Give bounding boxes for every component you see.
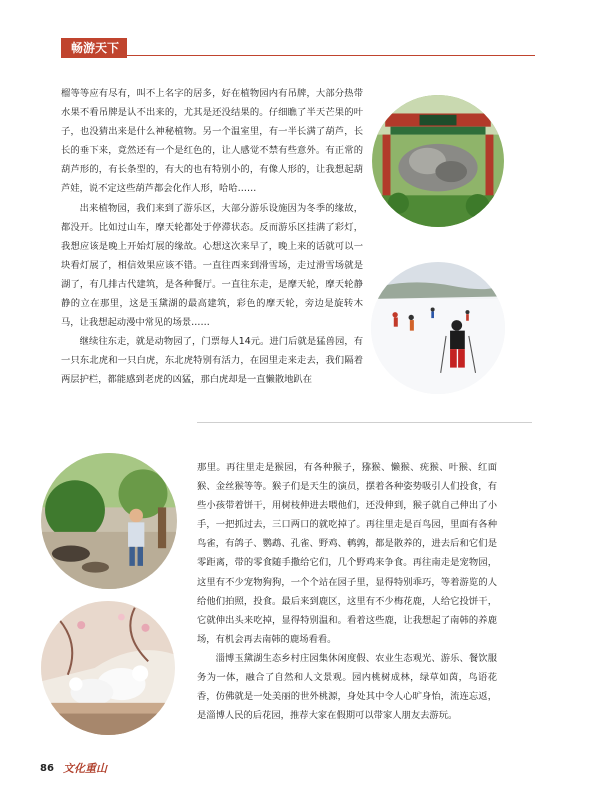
header-rule — [61, 55, 535, 56]
magazine-brand: 文化重山 — [63, 762, 107, 775]
paragraph: 榴等等应有尽有，叫不上名字的居多，好在植物园内有吊牌，大部分热带水果不看吊牌是认不出来的，尤其是还没结果的。仔细瞧了半天芒果的叶子，也没猜出来是什么神秘植物。另一个温室里，有一半长满了葫芦，长长的垂下来，竟然还有一个是红色的，让人感觉不禁有些意外。有正常的葫芦形的，有长条型的，有大的也有特别小的，有像人形的，让我想起葫芦娃，说不定这些葫芦都会化作人形，哈哈…… — [61, 88, 363, 195]
section-divider — [197, 422, 532, 423]
pavilion-rock-photo — [372, 95, 504, 227]
paragraph: 那里。再往里走是猴园，有各种猴子，猕猴、懒猴、疣猴、叶猴、红面猴、金丝猴等等。猴子们是天生的演员，摆着各种姿势吸引人们投食，有些小孩带着饼干，用树枝伸进去喂他们，还没伸到，猴子就自己伸出了小手，一把抓过去，三口两口的就吃掉了。再往里走是百鸟园，里面有各种鸟雀，有鸽子、鹦鹉、孔雀、野鸡、鹌鹑，都是散养的，进去后和它们是零距离，带的零食随手撒给它们，几个野鸡来争食。再往南走是宠物园，这里有不少宠物狗狗，一个个站在园子里，显得特别乖巧，等着游览的人给他们拍照，投食。最后来到鹿区，这里有不少梅花鹿，人给它投饼干，它就伸出头来吃掉，显得特别温和。看着这些鹿，让我想起了南韩的养鹿场，有机会再去南韩的鹿场看看。 — [197, 462, 497, 645]
section-tag: 畅游天下 — [61, 38, 127, 58]
paragraph: 淄博玉黛湖生态乡村庄园集休闲度假、农业生态观光、游乐、餐饮服务为一体，融合了自然和人文景观。园内桃树成林，绿草如茵，鸟语花香，仿佛就是一处美丽的世外桃源，身处其中令人心旷身怡，流连忘返，是淄博人民的后花园，推荐大家在假期可以带家人朋友去游玩。 — [197, 652, 497, 722]
page-number: 86 — [40, 763, 54, 774]
child-feeding-photo — [41, 453, 177, 589]
paragraph: 出来植物园，我们来到了游乐区，大部分游乐设施因为冬季的缘故，都没开。比如过山车，摩天轮都处于停滞状态。反而游乐区挂满了彩灯，我想应该是晚上开始灯展的缘故。心想这次来早了，晚上来的话就可以一块看灯展了，相信效果应该不错。一直往西来到滑雪场，走过滑雪场就是湖了，有几排古代建筑，是各种餐厅。一直往东走，是摩天轮，摩天轮静静的立在那里，这是玉黛湖的最高建筑，彩色的摩天轮，旁边是旋转木马，让我想起动漫中常见的场景…… — [61, 202, 363, 329]
ski-slope-photo — [371, 262, 505, 394]
article-column-bottom — [197, 458, 497, 725]
doves-photo — [41, 601, 175, 735]
article-column-top — [61, 84, 363, 390]
paragraph: 继续往东走，就是动物园了，门票每人14元。进门后就是猛兽园，有一只东北虎和一只白虎，东北虎特别有活力，在园里走来走去，我们隔着两层护栏，都能感到老虎的凶猛，那白虎却是一直懒散地趴在 — [61, 336, 363, 386]
